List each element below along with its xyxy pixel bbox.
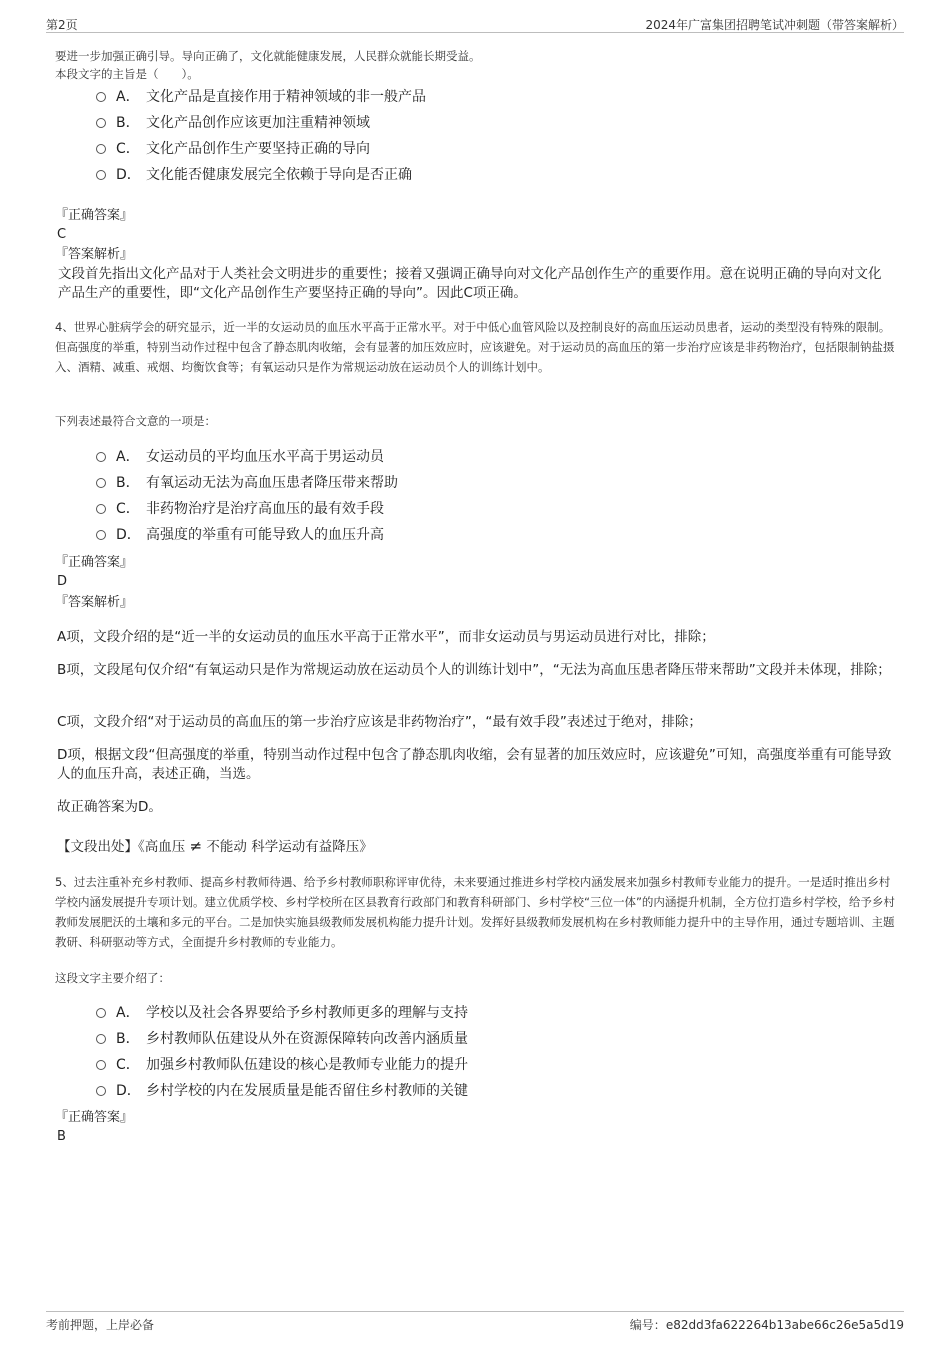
q3-option-c[interactable]: C． 文化产品创作生产要坚持正确的导向 [96,139,370,159]
source-title-end: 不能动 科学运动有益降压》 [206,839,373,855]
document-title: 2024年广富集团招聘笔试冲刺题（带答案解析） [645,18,904,32]
q3-passage-tail: 要进一步加强正确引导。导向正确了，文化就能健康发展，人民群众就能长期受益。 [55,49,481,63]
q5-answer: B [57,1129,66,1144]
q4-passage: 4、世界心脏病学会的研究显示，近一半的女运动员的血压水平高于正常水平。对于中低心血管风险以及控制良好的高血压运动员患者，运动的类型没有特殊的限制。但高强度的举重，特别当动作过程中包含了静态肌肉收缩，会有显著的加压效应时，应该避免。对于运动员的高血压的第一步治疗应该是非药物治疗，包括限制钠盐摄入、酒精、减重、戒烟、均衡饮食等；有氧运动只是作为常规运动放在运动员个人的训练计划中。 [55,320,895,374]
q3-option-a[interactable]: A． 文化产品是直接作用于精神领域的非一般产品 [96,87,426,107]
q4-analysis-d: D项，根据文段“但高强度的举重，特别当动作过程中包含了静态肌肉收缩，会有显著的加压效应时，应该避免”可知，高强度举重有可能导致人的血压升高，表述正确，当选。 [57,747,892,782]
q4-question: 下列表述最符合文意的一项是： [55,414,216,428]
radio-icon[interactable] [96,504,106,514]
q3-option-b[interactable]: B． 文化产品创作应该更加注重精神领域 [96,113,370,133]
q4-conclusion: 故正确答案为D。 [57,799,162,815]
not-equal-symbol: ≠ [189,837,203,855]
q5-option-b[interactable]: B． 乡村教师队伍建设从外在资源保障转向改善内涵质量 [96,1029,468,1049]
q4-analysis-label: 『答案解析』 [55,595,134,610]
q4-source [57,837,902,857]
q5-answer-label: 『正确答案』 [55,1110,134,1125]
source-title-start: 《高血压 [138,839,186,855]
q3-answer: C [57,227,67,242]
q4-analysis-c: C项，文段介绍“对于运动员的高血压的第一步治疗应该是非药物治疗”，“最有效手段”表述过于绝对，排除； [57,714,702,730]
radio-icon[interactable] [96,1086,106,1096]
radio-icon[interactable] [96,118,106,128]
radio-icon[interactable] [96,170,106,180]
page-number: 第2页 [46,18,78,32]
radio-icon[interactable] [96,1008,106,1018]
q4-option-c[interactable]: C． 非药物治疗是治疗高血压的最有效手段 [96,499,384,519]
radio-icon[interactable] [96,478,106,488]
q5-option-d[interactable]: D． 乡村学校的内在发展质量是能否留住乡村教师的关键 [96,1081,468,1101]
source-label: 【文段出处】 [57,839,138,855]
q5-question: 这段文字主要介绍了： [55,971,170,985]
q4-analysis-b: B项，文段尾句仅介绍“有氧运动只是作为常规运动放在运动员个人的训练计划中”，“无法为高血压患者降压带来帮助”文段并未体现，排除； [57,662,891,678]
q5-option-a[interactable]: A． 学校以及社会各界要给予乡村教师更多的理解与支持 [96,1003,468,1023]
q3-analysis-label: 『答案解析』 [55,247,134,262]
page-header [46,14,904,33]
q3-option-d[interactable]: D． 文化能否健康发展完全依赖于导向是否正确 [96,165,412,185]
radio-icon[interactable] [96,1060,106,1070]
q3-question: 本段文字的主旨是（ ）。 [55,67,199,81]
q4-option-b[interactable]: B． 有氧运动无法为高血压患者降压带来帮助 [96,473,398,493]
q4-option-a[interactable]: A． 女运动员的平均血压水平高于男运动员 [96,447,384,467]
radio-icon[interactable] [96,1034,106,1044]
radio-icon[interactable] [96,530,106,540]
q4-answer: D [57,574,68,589]
q5-option-c[interactable]: C． 加强乡村教师队伍建设的核心是教师专业能力的提升 [96,1055,468,1075]
radio-icon[interactable] [96,452,106,462]
radio-icon[interactable] [96,144,106,154]
q3-analysis: 文段首先指出文化产品对于人类社会文明进步的重要性；接着又强调正确导向对文化产品创作生产的重要作用。意在说明正确的导向对文化产品生产的重要性，即“文化产品创作生产要坚持正确的导向”。因此C项正确。 [58,266,882,301]
q4-analysis-a: A项，文段介绍的是“近一半的女运动员的血压水平高于正常水平”，而非女运动员与男运动员进行对比，排除； [57,629,715,645]
page-footer [46,1311,904,1334]
document-code: 编号：e82dd3fa622264b13abe66c26e5a5d19 [629,1318,904,1332]
q5-passage: 5、过去注重补充乡村教师、提高乡村教师待遇、给予乡村教师职称评审优待，未来要通过推进乡村学校内涵发展来加强乡村教师专业能力的提升。一是适时推出乡村学校内涵发展提升专项计划。建立优质学校、乡村学校所在区县教育行政部门和教育科研部门、乡村学校“三位一体”的内涵提升机制，全方位打造乡村学校，给予乡村教师发展肥沃的土壤和多元的平台。二是加快实施县级教师发展机构能力提升计划。发挥好县级教师发展机构在乡村教师能力提升中的主导作用，通过专题培训、主题教研、科研驱动等方式，全面提升乡村教师的专业能力。 [55,875,895,949]
q3-answer-label: 『正确答案』 [55,208,134,223]
radio-icon[interactable] [96,92,106,102]
q4-option-d[interactable]: D． 高强度的举重有可能导致人的血压升高 [96,525,384,545]
footer-slogan: 考前押题，上岸必备 [46,1318,155,1332]
q4-answer-label: 『正确答案』 [55,555,134,570]
